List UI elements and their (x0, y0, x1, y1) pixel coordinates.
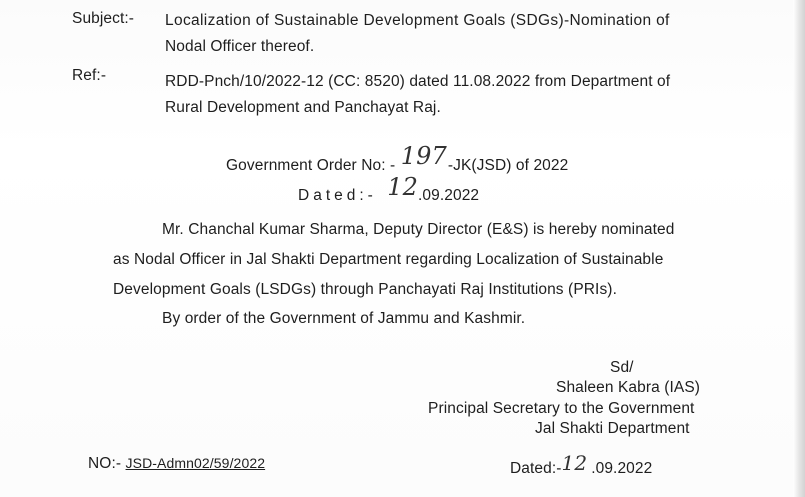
body-line-2: as Nodal Officer in Jal Shakti Department regarding Localization of Sustainable (113, 251, 664, 268)
body-line-3: Development Goals (LSDGs) through Panchayati Raj Institutions (PRIs). (113, 281, 617, 298)
order-day-handwritten: 12 (387, 173, 419, 201)
body-line-4: By order of the Government of Jammu and Kashmir. (162, 310, 526, 327)
order-prefix: Government Order No: - (226, 157, 396, 174)
footer-no-label: NO:- (88, 455, 122, 472)
ref-label: Ref:- (72, 67, 107, 84)
footer-day-handwritten: 12 (561, 451, 588, 475)
order-dated-label: Dated:- (298, 187, 377, 204)
signature-department: Jal Shakti Department (535, 420, 690, 437)
footer-dated-label: Dated:- (510, 460, 562, 477)
body-line-1: Mr. Chanchal Kumar Sharma, Deputy Director (E&S) is hereby nominated (162, 221, 675, 238)
order-month-year: .09.2022 (418, 187, 480, 204)
signature-designation: Principal Secretary to the Government (428, 400, 695, 417)
footer-no-value: JSD-Admn02/59/2022 (125, 455, 266, 471)
ref-line-1: RDD-Pnch/10/2022-12 (CC: 8520) dated 11.08.2022 from Department of (165, 73, 671, 90)
footer-number-line (88, 453, 265, 474)
order-number-handwritten: 197 (400, 142, 447, 170)
footer-month-year: .09.2022 (591, 460, 653, 477)
subject-line-1: Localization of Sustainable Development Goals (SDGs)-Nomination of (165, 12, 670, 29)
page-edge-shadow (793, 0, 805, 497)
footer-dated-line (510, 451, 653, 479)
order-dated-line (298, 173, 480, 206)
subject-label: Subject:- (72, 10, 135, 27)
order-suffix: -JK(JSD) of 2022 (447, 157, 569, 174)
signature-name: Shaleen Kabra (IAS) (556, 379, 701, 396)
subject-line-2: Nodal Officer thereof. (165, 38, 315, 55)
ref-line-2: Rural Development and Panchayat Raj. (165, 99, 441, 116)
signature-sd: Sd/ (610, 359, 634, 376)
